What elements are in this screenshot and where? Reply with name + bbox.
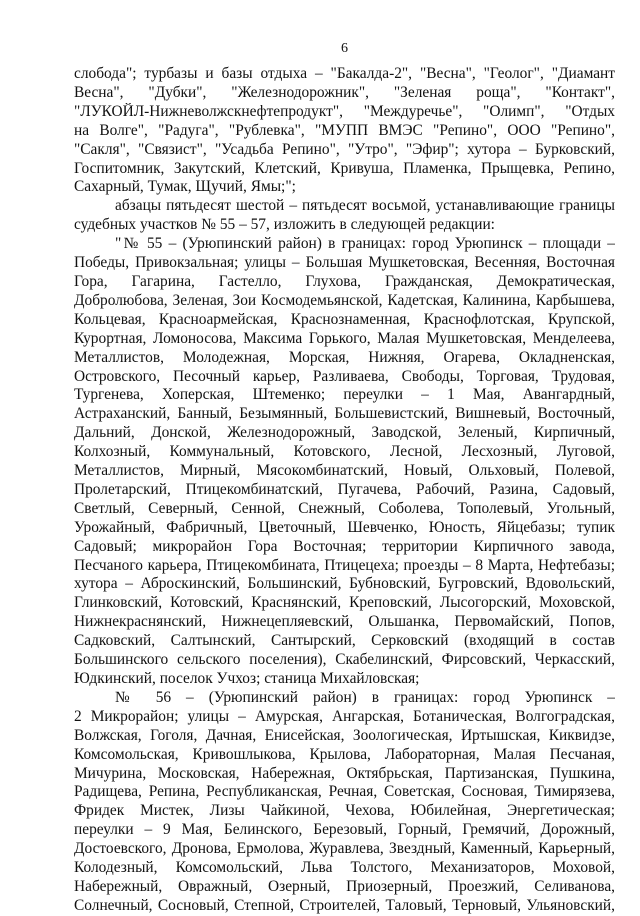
text-line: Тургенева, Хоперская, Штеменко; переулки – 1 Мая, Авангардный, — [74, 386, 615, 404]
text-line: Госпитомник, Закутский, Клетский, Кривуша, Пламенка, Прыщевка, Репино, — [74, 159, 615, 177]
text-line: судебных участков № 55 – 57, изложить в следующей редакции: — [74, 216, 495, 234]
text-line: слобода"; турбазы и базы отдыха – "Бакалда-2", "Весна", "Геолог", "Диамант — [74, 65, 615, 82]
text-line: Кольцевая, Красноармейская, Краснознаменная, Краснофлотская, Крупской, — [74, 310, 615, 328]
text-line: 2 Микрорайон; улицы – Амурская, Ангарская, Ботаническая, Волгоградская, — [74, 707, 615, 725]
text-line: Достоевского, Дронова, Ермолова, Журавлева, Звездный, Каменный, Карьерный, — [74, 840, 615, 858]
text-line: Набережный, Овражный, Озерный, Приозерный, Проезжий, Селиванова, — [74, 877, 615, 895]
page-number: 6 — [341, 41, 348, 56]
text-line: хутора – Аброскинский, Большинский, Бубновский, Бугровский, Вдовольский, — [74, 575, 615, 593]
text-line: Садовый; микрорайон Гора Восточная; территории Кирпичного завода, — [74, 537, 615, 555]
text-line: абзацы пятьдесят шестой – пятьдесят восьмой, устанавливающие границы — [115, 197, 615, 215]
text-line: Гора, Гагарина, Гастелло, Глухова, Гражданская, Демократическая, — [74, 272, 615, 290]
text-line: Колодезный, Комсомольский, Льва Толстого, Механизаторов, Моховой, — [74, 859, 615, 877]
text-line: Урожайный, Фабричный, Цветочный, Шевченко, Юность, Яйцебазы; тупик — [74, 518, 615, 536]
text-line: Металлистов, Мирный, Мясокомбинатский, Новый, Ольховый, Полевой, — [74, 462, 615, 480]
text-line: "№ 55 – (Урюпинский район) в границах: город Урюпинск – площади – — [115, 235, 615, 253]
text-line: Пролетарский, Птицекомбинатский, Пугачева, Рабочий, Разина, Садовый, — [74, 480, 615, 498]
text-line: Светлый, Северный, Сенной, Снежный, Соболева, Тополевый, Угольный, — [74, 499, 615, 517]
text-line: Весна", "Дубки", "Железнодорожник", "Зеленая роща", "Контакт", — [74, 83, 615, 101]
text-line: Курортная, Ломоносова, Максима Горького, Малая Мушкетовская, Менделеева, — [74, 329, 615, 347]
text-line: Сахарный, Тумак, Щучий, Ямы;"; — [74, 178, 296, 196]
text-line: Металлистов, Молодежная, Морская, Нижняя, Огарева, Окладненская, — [74, 348, 615, 366]
text-line: "Сакля", "Связист", "Усадьба Репино", "Утро", "Эфир"; хутора – Бурковский, — [74, 140, 615, 158]
text-line: Глинковский, Котовский, Краснянский, Креповский, Лысогорский, Моховской, — [74, 594, 615, 612]
text-line: переулки – 9 Мая, Белинского, Березовый, Горный, Гремячий, Дорожный, — [74, 821, 615, 839]
text-line: Колхозный, Коммунальный, Котовского, Лесной, Лесхозный, Луговой, — [74, 443, 615, 461]
text-line: Мичурина, Московская, Набережная, Октябрьская, Партизанская, Пушкина, — [74, 764, 615, 782]
text-line: Большинского сельского поселения), Скабелинский, Фирсовский, Черкасский, — [74, 651, 615, 669]
text-line: Победы, Привокзальная; улицы – Большая Мушкетовская, Весенняя, Восточная — [74, 254, 615, 272]
text-line: Астраханский, Банный, Безымянный, Большевистский, Вишневый, Восточный, — [74, 405, 615, 423]
text-line: "ЛУКОЙЛ-Нижневолжскнефтепродукт", "Междуречье", "Олимп", "Отдых — [74, 102, 615, 120]
text-line: Добролюбова, Зеленая, Зои Космодемьянской, Кадетская, Калинина, Карбышева, — [74, 291, 615, 309]
text-line: Дальний, Донской, Железнодорожный, Заводской, Зеленый, Кирпичный, — [74, 424, 615, 442]
text-line: Солнечный, Сосновый, Степной, Строителей, Таловый, Терновый, Ульяновский, — [74, 896, 615, 914]
text-line: Садковский, Салтынский, Сантырский, Серковский (входящий в состав — [74, 632, 615, 650]
text-line: Нижнекраснянский, Нижнецепляевский, Ольшанка, Первомайский, Попов, — [74, 613, 615, 631]
text-line: Песчаного карьера, Птицекомбината, Птицецеха; проезды – 8 Марта, Нефтебазы; — [74, 556, 615, 574]
text-line: № 56 – (Урюпинский район) в границах: город Урюпинск – — [115, 688, 615, 706]
text-line: Волжская, Гоголя, Дачная, Енисейская, Зоологическая, Иртышская, Киквидзе, — [74, 726, 615, 744]
text-line: Фридек Мистек, Лизы Чайкиной, Чехова, Юбилейная, Энергетическая; — [74, 802, 615, 820]
document-body — [74, 65, 615, 916]
text-line: Комсомольская, Кривошлыкова, Крылова, Лабораторная, Малая Песчаная, — [74, 745, 615, 763]
text-line: на Волге", "Радуга", "Рублевка", "МУПП ВМЭС "Репино", ООО "Репино", — [74, 121, 615, 139]
text-line: Радищева, Репина, Республиканская, Речная, Советская, Сосновая, Тимирязева, — [74, 783, 615, 801]
text-line: Юдкинский, поселок Учхоз; станица Михайловская; — [74, 670, 420, 687]
text-line: Островского, Песочный карьер, Разливаева, Свободы, Торговая, Трудовая, — [74, 367, 615, 385]
